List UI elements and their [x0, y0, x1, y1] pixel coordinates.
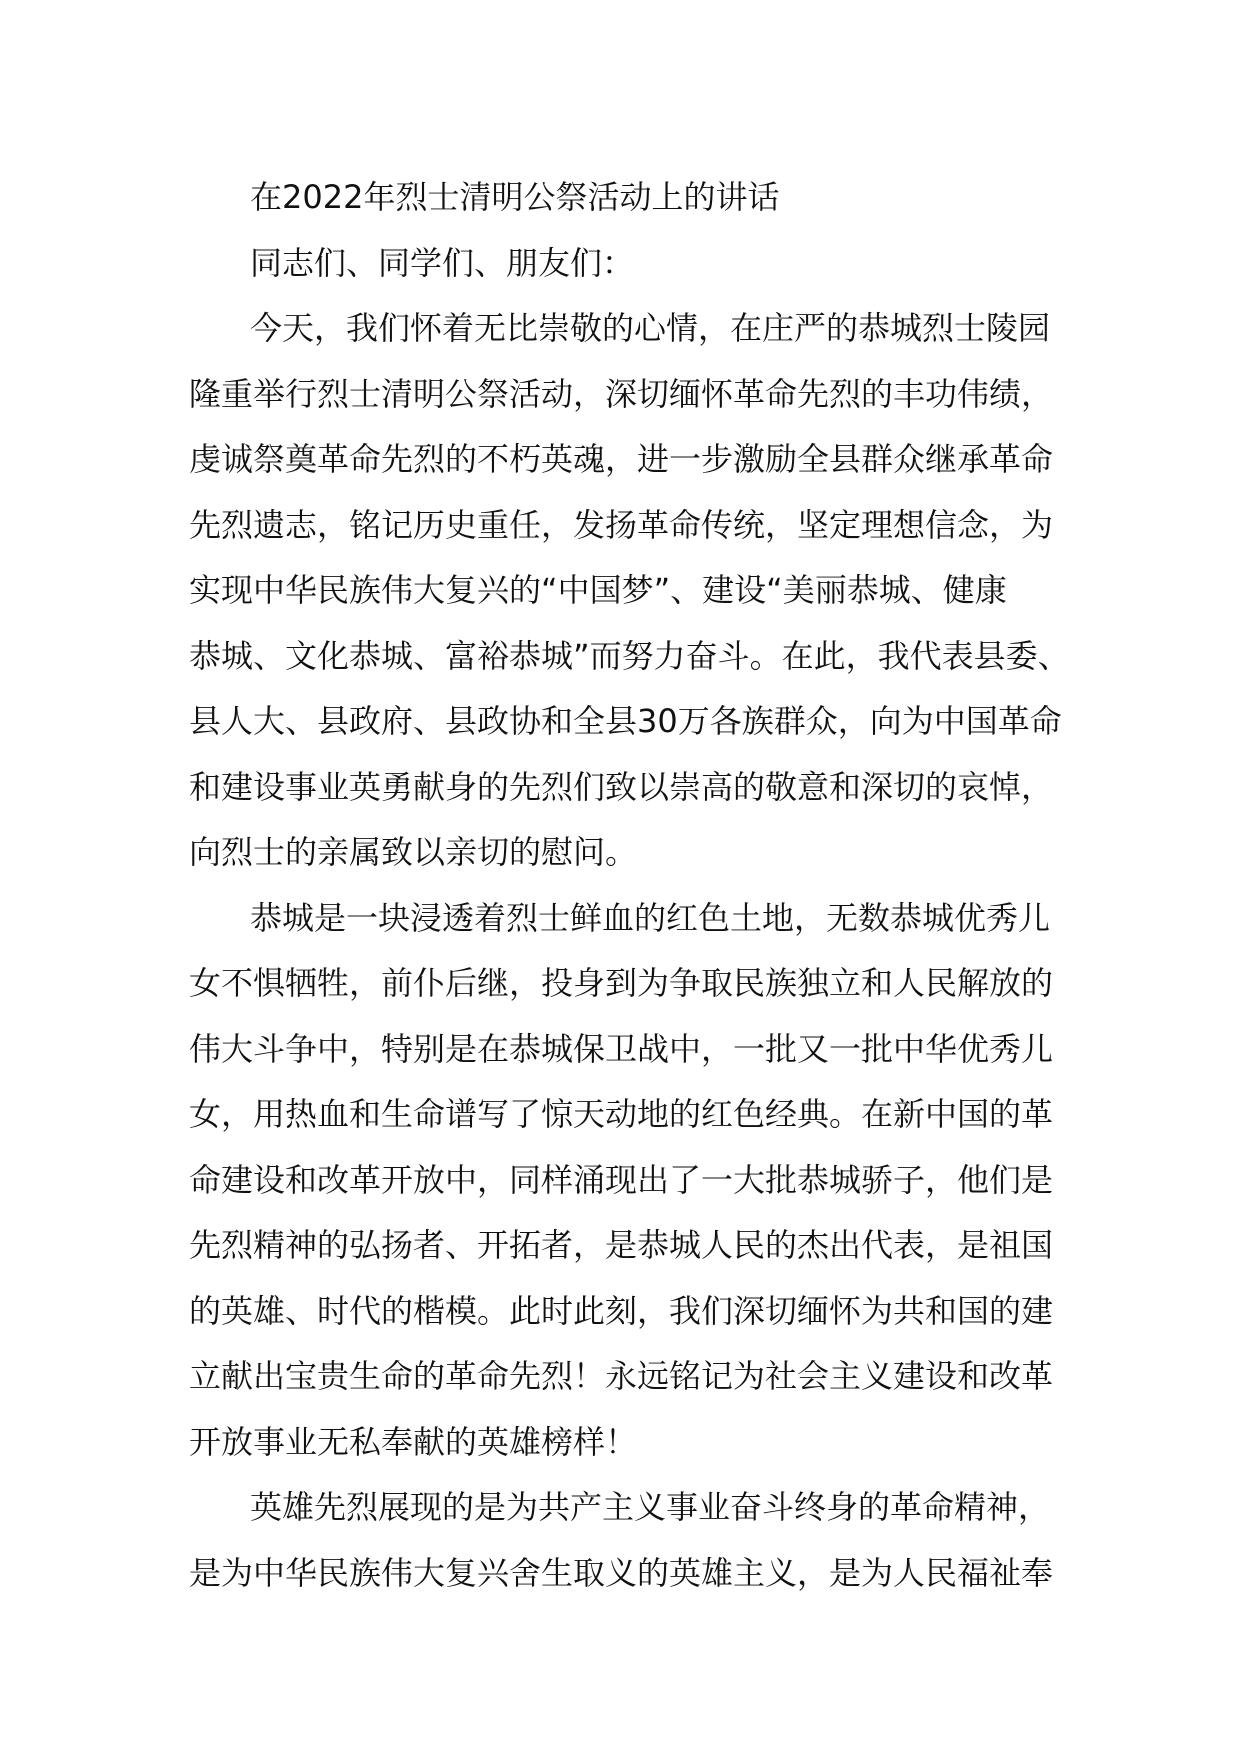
- paragraph-line: 县人大、县政府、县政协和全县30万各族群众，向为中国革命: [189, 702, 1062, 740]
- paragraph-line: 伟大斗争中，特别是在恭城保卫战中，一批又一批中华优秀儿: [189, 1029, 1054, 1068]
- paragraph-line: 开放事业无私奉献的英雄榜样！: [189, 1422, 638, 1461]
- paragraph-3: [189, 1475, 1061, 1606]
- paragraph-line: 女不惧牺牲，前仆后继，投身到为争取民族独立和人民解放的: [189, 964, 1054, 1002]
- paragraph-line: 隆重举行烈士清明公祭活动，深切缅怀革命先烈的丰功伟绩，: [189, 374, 1054, 413]
- paragraph-line: 和建设事业英勇献身的先烈们致以崇高的敬意和深切的哀悼，: [189, 767, 1054, 806]
- paragraph-line: 先烈遗志，铭记历史重任，发扬革命传统，坚定理想信念，为: [189, 505, 1054, 544]
- paragraph-line: 女，用热血和生命谱写了惊天动地的红色经典。在新中国的革: [189, 1095, 1054, 1133]
- paragraph-line: 实现中华民族伟大复兴的“中国梦”、建设“美丽恭城、健康: [189, 571, 1007, 609]
- paragraph-line: 命建设和改革开放中，同样涌现出了一大批恭城骄子，他们是: [189, 1160, 1054, 1199]
- paragraph-line: 的英雄、时代的楷模。此时此刻，我们深切缅怀为共和国的建: [189, 1291, 1054, 1330]
- paragraph-line: 恭城、文化恭城、富裕恭城”而努力奋斗。在此，我代表县委、: [189, 636, 1070, 675]
- paragraph-line: 英雄先烈展现的是为共产主义事业奋斗终身的革命精神，: [250, 1488, 1051, 1526]
- paragraph-line: 恭城是一块浸透着烈士鲜血的红色土地，无数恭城优秀儿: [250, 898, 1051, 937]
- salutation: 同志们、同学们、朋友们：: [250, 243, 635, 282]
- paragraph-line: 今天，我们怀着无比崇敬的心情，在庄严的恭城烈士陵园: [250, 309, 1051, 347]
- paragraph-line: 虔诚祭奠革命先烈的不朽英魂，进一步激励全县群众继承革命: [189, 440, 1054, 478]
- paragraph-1: [189, 296, 1070, 886]
- document-body: [189, 165, 1070, 1606]
- paragraph-line: 立献出宝贵生命的革命先烈！永远铭记为社会主义建设和改革: [189, 1357, 1054, 1395]
- paragraph-line: 是为中华民族伟大复兴舍生取义的英雄主义，是为人民福祉奉: [189, 1553, 1054, 1592]
- paragraph-line: 先烈精神的弘扬者、开拓者，是恭城人民的杰出代表，是祖国: [189, 1226, 1054, 1264]
- document-title: 在2022年烈士清明公祭活动上的讲话: [250, 178, 780, 216]
- paragraph-2: [189, 886, 1061, 1476]
- paragraph-line: 向烈士的亲属致以亲切的慰问。: [189, 833, 638, 871]
